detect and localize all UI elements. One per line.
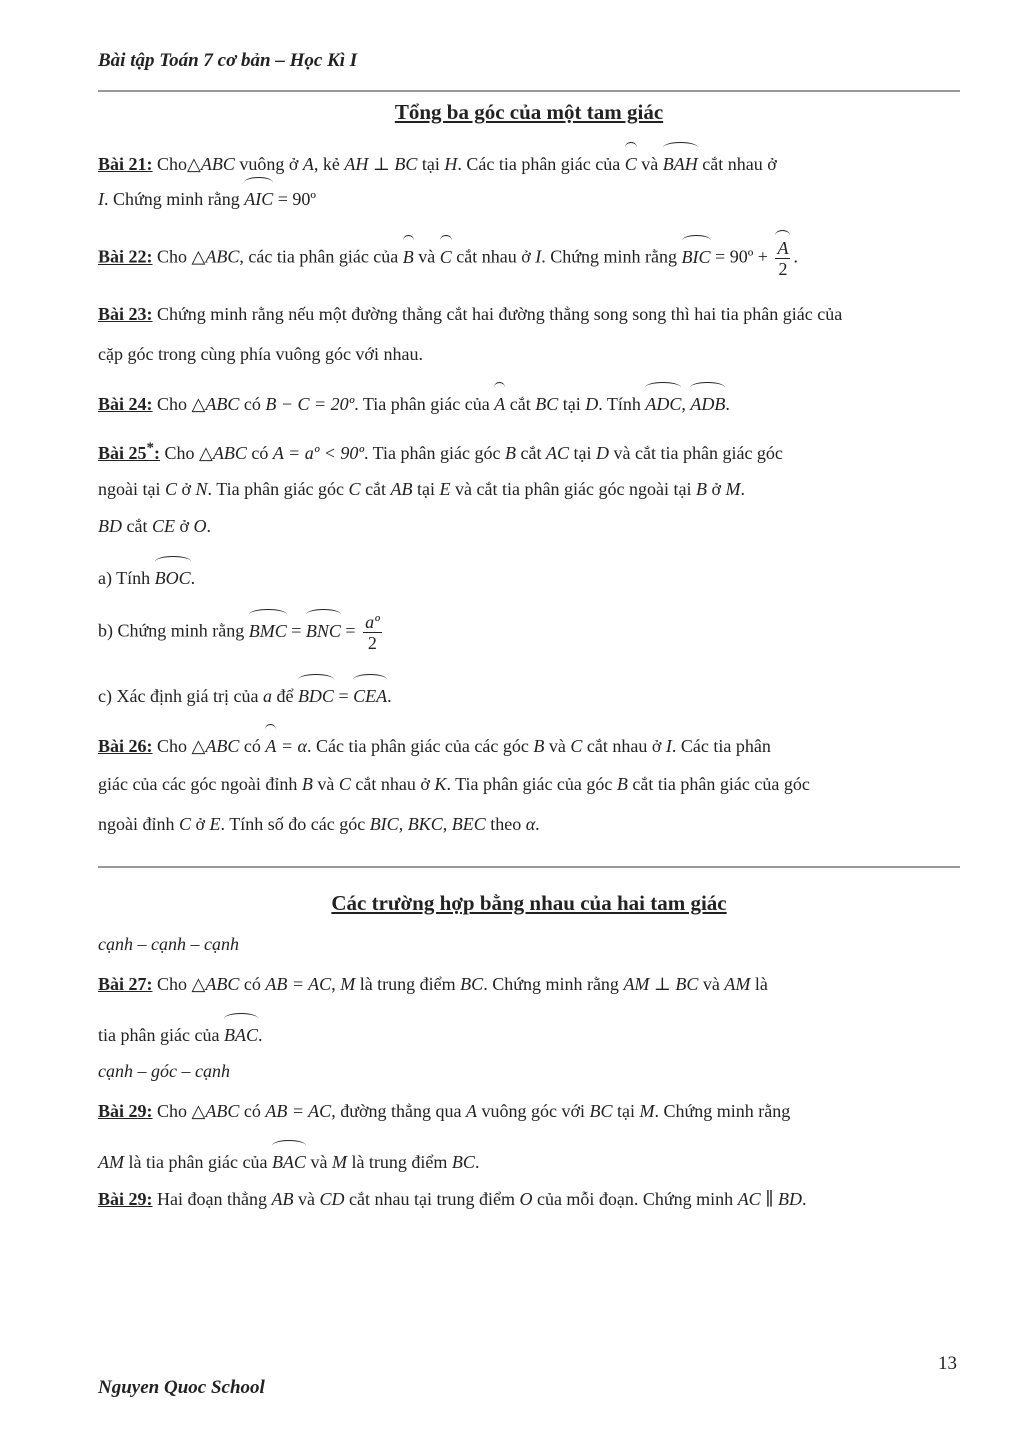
text: và: [636, 154, 663, 174]
exercise-23-line-1: [98, 302, 842, 326]
text: Cho: [152, 394, 192, 414]
text: Chứng minh rằng nếu một đường thẳng cắt hai đường thẳng song song thì hai tia phân giác của: [152, 304, 843, 324]
text: và: [698, 974, 725, 994]
fraction: [775, 238, 790, 279]
math: A = aº < 90º: [272, 443, 364, 463]
math: O: [519, 1189, 533, 1209]
text: cắt: [122, 516, 152, 536]
angle: BNC: [306, 617, 341, 643]
text: và cắt tia phân giác góc ngoài tại: [450, 479, 696, 499]
exercise-21-line-2: [98, 185, 316, 211]
math: M: [331, 1152, 347, 1172]
text: .: [387, 686, 392, 706]
math: K: [434, 774, 447, 794]
text: theo: [485, 814, 526, 834]
text: . Chứng minh rằng: [654, 1101, 791, 1121]
numerator: A: [777, 238, 789, 258]
fraction: [363, 612, 382, 653]
exercise-label: Bài 22:: [98, 246, 153, 267]
angle: A: [494, 390, 505, 416]
text: Cho: [160, 443, 200, 463]
math: △ABC: [191, 736, 240, 756]
text: tại: [569, 443, 596, 463]
exercise-26-line-3: [98, 812, 540, 836]
math: =: [340, 620, 361, 641]
text: và: [305, 1152, 332, 1172]
math: = α: [276, 736, 307, 756]
exercise-label: Bài 26:: [98, 736, 153, 756]
math: BC: [451, 1152, 475, 1172]
exercise-29b-line-1: [98, 1187, 807, 1211]
math: CE: [151, 516, 175, 536]
math: A: [302, 154, 314, 174]
math: AB = AC: [265, 1101, 332, 1121]
angle: CEA: [353, 682, 387, 708]
text: giác của các góc ngoài đỉnh: [98, 774, 302, 794]
text: . Tính: [598, 394, 646, 414]
angle: BAC: [272, 1148, 306, 1174]
header-divider: [98, 90, 960, 92]
text: có: [246, 443, 273, 463]
text: cắt: [516, 443, 546, 463]
exercise-21-line-1: [98, 150, 777, 176]
math: =: [286, 620, 306, 641]
exercise-25-line-2: [98, 477, 745, 501]
text: Cho: [152, 974, 192, 994]
math: =: [333, 686, 354, 706]
math: AM: [98, 1152, 124, 1172]
math: AC ∥ BD: [737, 1189, 802, 1209]
math: AC: [545, 443, 569, 463]
numerator: aº: [365, 612, 380, 632]
text: ,: [442, 814, 452, 834]
exercise-label: Bài 29:: [98, 1189, 153, 1209]
math: = 90º +: [710, 246, 773, 267]
text: . Chứng minh rằng: [104, 189, 245, 209]
denominator: 2: [778, 259, 788, 279]
math: AB: [390, 479, 413, 499]
text: là tia phân giác của: [124, 1152, 272, 1172]
star: *: [146, 440, 155, 456]
text: ở: [177, 479, 196, 499]
text: .: [535, 814, 540, 834]
angle: ADB: [690, 390, 725, 416]
math: BC: [589, 1101, 613, 1121]
header-title: Bài tập Toán 7 cơ bản – Học Kì I: [98, 50, 358, 71]
exercise-25-line-3: [98, 514, 211, 538]
text: ngoài tại: [98, 479, 165, 499]
exercise-25-part-c: [98, 682, 392, 708]
math: BC: [460, 974, 484, 994]
text: .: [802, 1189, 807, 1209]
text: .: [206, 516, 212, 536]
exercise-26-line-1: [98, 732, 771, 758]
math: AB = AC: [265, 974, 332, 994]
exercise-label: Bài 21:: [98, 154, 153, 174]
exercise-22-line-1: [98, 238, 798, 279]
exercise-26-line-2: [98, 772, 810, 796]
text: ngoài đỉnh: [98, 814, 179, 834]
text: có: [239, 394, 266, 414]
text: và: [413, 246, 440, 267]
text: . Tia phân giác góc: [364, 443, 505, 463]
math: △ABC: [199, 443, 247, 463]
text: ,: [681, 394, 691, 414]
exercise-24-line-1: [98, 390, 730, 416]
math: AM: [724, 974, 751, 994]
text: a) Tính: [98, 568, 155, 588]
text: cắt nhau ở: [697, 154, 777, 174]
text: ở: [191, 814, 210, 834]
math: H: [444, 154, 458, 174]
text: có: [239, 1101, 266, 1121]
text: ,: [331, 974, 341, 994]
text: cắt: [360, 479, 391, 499]
math: N: [195, 479, 208, 499]
text: và cắt tia phân giác góc: [609, 443, 783, 463]
math: B: [505, 443, 516, 463]
exercise-27-line-2: [98, 1021, 262, 1047]
text: cắt nhau ở: [582, 736, 666, 756]
exercise-27-line-1: [98, 972, 768, 996]
angle: B: [403, 243, 414, 269]
angle: A: [265, 732, 276, 758]
section-title-congruence: Các trường hợp bằng nhau của hai tam giác: [331, 891, 727, 915]
text: ở: [706, 479, 726, 499]
text: .: [793, 246, 798, 267]
math: C: [570, 736, 583, 756]
math: M: [340, 974, 356, 994]
math: △ABC: [191, 246, 240, 267]
text: ở: [175, 516, 194, 536]
angle: BDC: [298, 682, 334, 708]
math: E: [439, 479, 451, 499]
text: . Chứng minh rằng: [483, 974, 624, 994]
angle: BAH: [663, 150, 698, 176]
math: BC: [535, 394, 559, 414]
text: cắt nhau ở: [451, 246, 536, 267]
text: , các tia phân giác của: [239, 246, 403, 267]
text: . Tia phân giác của góc: [446, 774, 617, 794]
angle: BOC: [155, 564, 191, 590]
exercise-label: Bài 24:: [98, 394, 153, 414]
text: b) Chứng minh rằng: [98, 620, 249, 641]
angle: BMC: [249, 617, 287, 643]
text: cắt: [505, 394, 536, 414]
text: và: [544, 736, 571, 756]
text: vuông góc với: [476, 1101, 590, 1121]
text: cắt nhau ở: [350, 774, 435, 794]
section-divider: [98, 866, 960, 868]
math: I: [665, 736, 672, 756]
exercise-label: Bài 23:: [98, 304, 153, 324]
text: cắt tia phân giác của góc: [627, 774, 810, 794]
text: tại: [417, 154, 445, 174]
math: △ABC: [191, 974, 240, 994]
text: .: [257, 1025, 263, 1045]
footer-school: Nguyen Quoc School: [98, 1377, 265, 1398]
exercise-29a-line-1: [98, 1099, 790, 1123]
text: có: [239, 736, 266, 756]
math: M: [725, 479, 741, 499]
text: c) Xác định giá trị của: [98, 686, 263, 706]
math: B: [695, 479, 707, 499]
text: Cho: [152, 246, 192, 267]
text: là trung điểm: [346, 1152, 452, 1172]
math: △ABC: [191, 394, 240, 414]
text: .: [725, 394, 730, 414]
exercise-25-part-b: [98, 612, 385, 653]
text: . Tia phân giác góc: [207, 479, 349, 499]
page-number: 13: [938, 1353, 957, 1374]
text: vuông ở: [234, 154, 303, 174]
text: Cho: [152, 736, 192, 756]
math: BD: [98, 516, 122, 536]
math: AB: [271, 1189, 294, 1209]
angle: C: [440, 243, 452, 269]
text: tại: [558, 394, 586, 414]
text: .: [190, 568, 196, 588]
exercise-label: Bài 29:: [98, 1101, 153, 1121]
text: có: [239, 974, 266, 994]
math: = 90º: [273, 189, 316, 209]
math: α: [525, 814, 536, 834]
text: Hai đoạn thẳng: [152, 1189, 272, 1209]
math: △ABC: [191, 1101, 240, 1121]
math: △ABC: [187, 154, 235, 174]
exercise-29a-line-2: [98, 1148, 479, 1174]
math: C: [348, 479, 361, 499]
math: BEC: [451, 814, 486, 834]
math: C: [164, 479, 177, 499]
section-title-angles: Tổng ba góc của một tam giác: [394, 100, 664, 124]
label-text: Bài 25: [98, 443, 147, 463]
angle: ADC: [645, 390, 681, 416]
math: BIC: [369, 814, 399, 834]
exercise-label: [98, 440, 161, 463]
text: .: [740, 479, 745, 499]
math: B: [616, 774, 628, 794]
text: ,: [398, 814, 408, 834]
exercise-25-part-a: [98, 564, 195, 590]
text: . Tính số đo các góc: [220, 814, 370, 834]
exercise-25-line-1: [98, 436, 783, 465]
math: B: [533, 736, 545, 756]
text: Cho: [152, 154, 188, 174]
math: D: [596, 443, 609, 463]
exercise-23-line-2: cặp góc trong cùng phía vuông góc với nhau.: [98, 344, 423, 364]
math: a: [262, 686, 272, 706]
exercise-label: Bài 27:: [98, 974, 153, 994]
denominator: 2: [367, 633, 377, 653]
math: D: [585, 394, 599, 414]
subheading-ccc: cạnh – cạnh – cạnh: [98, 934, 239, 954]
text: là: [750, 974, 768, 994]
angle: AIC: [244, 185, 273, 211]
math: A: [465, 1101, 477, 1121]
math: O: [193, 516, 207, 536]
text: và: [293, 1189, 320, 1209]
text: tại: [412, 479, 440, 499]
text: và: [312, 774, 339, 794]
colon: :: [154, 443, 161, 463]
text: . Tia phân giác của: [354, 394, 495, 414]
text: . Các tia phân giác của: [457, 154, 625, 174]
text: . Các tia phân giác của các góc: [306, 736, 534, 756]
text: Cho: [152, 1101, 192, 1121]
text: cắt nhau tại trung điểm: [344, 1189, 520, 1209]
text: tại: [612, 1101, 640, 1121]
subheading-cgc: cạnh – góc – cạnh: [98, 1061, 230, 1081]
angle: BAC: [224, 1021, 258, 1047]
math: AM ⊥ BC: [623, 974, 699, 994]
text: để: [271, 686, 298, 706]
math: CD: [319, 1189, 345, 1209]
angle: C: [625, 150, 637, 176]
math: B: [301, 774, 313, 794]
math: B − C = 20º: [265, 394, 355, 414]
math: E: [209, 814, 221, 834]
text: . Các tia phân: [671, 736, 771, 756]
math: BKC: [407, 814, 443, 834]
math: C: [179, 814, 192, 834]
text: tia phân giác của: [98, 1025, 224, 1045]
text: của mỗi đoạn. Chứng minh: [532, 1189, 738, 1209]
text: , đường thẳng qua: [331, 1101, 466, 1121]
math: I: [535, 246, 542, 267]
math: I: [98, 189, 104, 209]
text: . Chứng minh rằng: [541, 246, 682, 267]
angle: BIC: [682, 243, 711, 269]
math: AH ⊥ BC: [344, 154, 418, 174]
math: C: [338, 774, 351, 794]
text: .: [474, 1152, 480, 1172]
text: , kẻ: [313, 154, 345, 174]
math: M: [639, 1101, 655, 1121]
text: là trung điểm: [355, 974, 461, 994]
